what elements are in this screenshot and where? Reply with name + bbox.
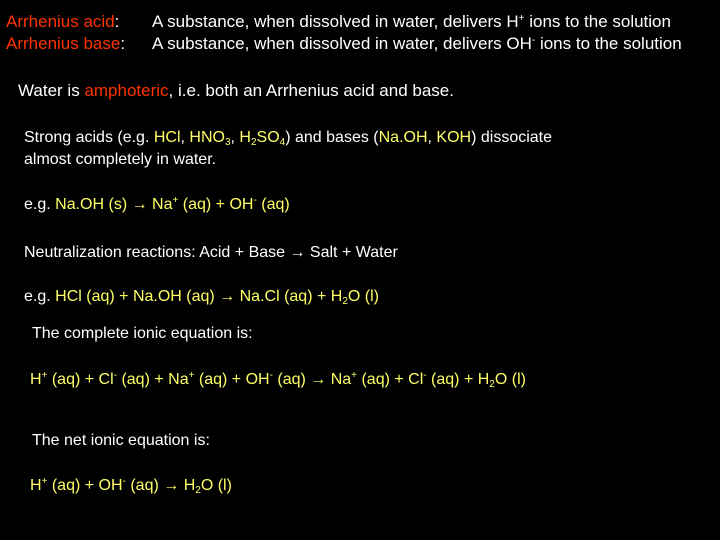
acid-text: A substance, when dissolved in water, delivers H — [152, 12, 519, 31]
neutralization-line: Neutralization reactions: Acid + Base → Salt + Water — [24, 244, 398, 261]
acid-definition-text — [152, 12, 671, 32]
ce-t1: (aq) + Cl — [47, 371, 114, 388]
ce-r-na-sup: + — [351, 370, 358, 381]
eg2-products — [240, 288, 379, 305]
strong-acids-line — [24, 128, 552, 148]
ce-r-na: Na — [330, 371, 352, 388]
strong-c3: , — [427, 129, 437, 146]
base-definition — [6, 34, 125, 54]
acid-term: Arrhenius acid — [6, 12, 115, 31]
so-sub: 4 — [279, 137, 286, 148]
strong-c1: , — [180, 129, 190, 146]
eg2-arrow: → — [214, 288, 240, 305]
net-ionic-equation — [30, 476, 232, 496]
strong-pre: Strong acids (e.g. — [24, 129, 154, 146]
eg1-oh-sup: - — [253, 195, 257, 206]
ce-r-t1: (aq) + Cl — [357, 371, 424, 388]
ne-h-sup: + — [41, 476, 48, 487]
strong-naoh: Na.OH — [378, 129, 428, 146]
h-text: H — [239, 129, 251, 146]
strong-h2so4 — [239, 129, 285, 146]
ne-r-sub: 2 — [195, 485, 201, 496]
eg1-naoh: Na.OH (s) — [55, 196, 128, 213]
hno-sub: 3 — [224, 137, 231, 148]
eg1-na-sup: + — [172, 195, 179, 206]
amphoteric-line — [18, 81, 454, 101]
strong-post: ) dissociate — [471, 129, 553, 146]
ce-cl-sup: - — [113, 370, 117, 381]
strong-c2: , — [230, 129, 240, 146]
base-sup: - — [531, 35, 536, 46]
acid-sup: + — [518, 13, 525, 24]
ne-r-t: O (l) — [200, 477, 232, 494]
amphoteric-post: , i.e. both an Arrhenius acid and base. — [168, 81, 454, 100]
ne-t2: (aq) — [125, 477, 159, 494]
eg2-sub: 2 — [342, 296, 348, 307]
acid-colon: : — [114, 12, 120, 31]
strong-acids-line-2: almost completely in water. — [24, 151, 217, 168]
eg2-tail: O (l) — [347, 288, 379, 305]
ce-t2: (aq) + Na — [117, 371, 189, 388]
ce-arrow: → — [305, 371, 331, 388]
strong-mid: ) and bases ( — [285, 129, 379, 146]
ce-h-sup: + — [41, 370, 48, 381]
ne-h: H — [30, 477, 42, 494]
ce-r-t3: O (l) — [494, 371, 526, 388]
strong-koh: KOH — [436, 129, 472, 146]
eg1-na: Na — [152, 196, 173, 213]
ce-t4: (aq) — [272, 371, 306, 388]
base-text: A substance, when dissolved in water, delivers OH — [152, 34, 532, 53]
ce-oh-sup: - — [269, 370, 273, 381]
hno-text: HNO — [189, 129, 225, 146]
eg2-nacl: Na.Cl (aq) + H — [239, 288, 343, 305]
base-tail: ions to the solution — [535, 34, 682, 53]
h-sub: 2 — [250, 137, 257, 148]
base-colon: : — [120, 34, 126, 53]
ne-arrow: → — [158, 477, 184, 494]
ce-t3: (aq) + OH — [194, 371, 270, 388]
amphoteric-term: amphoteric — [84, 81, 169, 100]
ce-r-sub: 2 — [489, 379, 495, 390]
complete-ionic-label: The complete ionic equation is: — [32, 325, 253, 342]
eg1-na-tail: (aq) + OH — [178, 196, 254, 213]
ce-na-sup: + — [188, 370, 195, 381]
acid-tail: ions to the solution — [524, 12, 671, 31]
ce-r-cl-sup: - — [423, 370, 427, 381]
net-ionic-label: The net ionic equation is: — [32, 432, 210, 449]
eg1-pre: e.g. — [24, 196, 56, 213]
so-text: SO — [256, 129, 280, 146]
eg2-pre: e.g. — [24, 288, 56, 305]
ne-oh-sup: - — [122, 476, 126, 487]
base-term: Arrhenius base — [6, 34, 121, 53]
example-neutralization — [24, 287, 379, 307]
strong-hcl: HCl — [153, 129, 181, 146]
eg1-oh-tail: (aq) — [256, 196, 290, 213]
amphoteric-pre: Water is — [18, 81, 85, 100]
example-naoh-dissociation — [24, 195, 290, 215]
acid-definition — [6, 12, 119, 32]
ce-h: H — [30, 371, 42, 388]
eg1-arrow: → — [127, 196, 153, 213]
ne-r-h: H — [183, 477, 196, 494]
ce-r-t2: (aq) + H — [426, 371, 490, 388]
complete-ionic-equation — [30, 370, 526, 390]
eg1-products — [152, 196, 290, 213]
base-definition-text — [152, 34, 682, 54]
eg2-reactants: HCl (aq) + Na.OH (aq) — [55, 288, 215, 305]
strong-hno3 — [189, 129, 230, 146]
ne-t1: (aq) + OH — [47, 477, 123, 494]
